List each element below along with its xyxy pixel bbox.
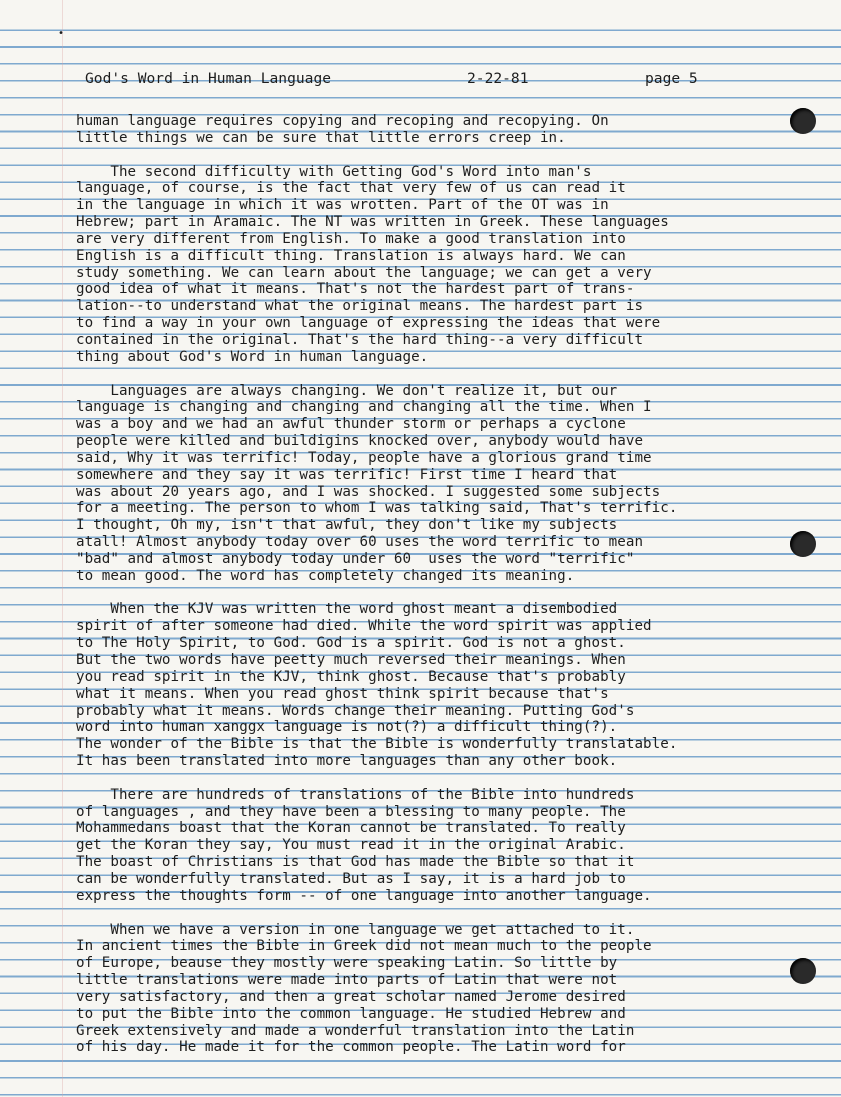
document-title: God's Word in Human Language (85, 70, 332, 87)
text-line: There are hundreds of translations of the Bible into hundreds (76, 786, 635, 803)
text-line: In ancient times the Bible in Greek did not mean much to the people (76, 938, 652, 955)
text-line: But the two words have peetty much reversed their meanings. When (76, 652, 626, 668)
text-line: Greek extensively and made a wonderful translation into the Latin (76, 1022, 635, 1039)
paragraph (76, 787, 806, 905)
text-line: Mohammedans boast that the Koran cannot be translated. To really (76, 820, 626, 837)
text-line: said, Why it was terrific! Today, people have a glorious grand time (76, 449, 652, 466)
text-line: language is changing and changing and changing all the time. When I (76, 399, 652, 416)
text-line: somewhere and they say it was terrific! First time I heard that (76, 466, 618, 483)
text-line: atall! Almost anybody today over 60 uses the word terrific to mean (76, 534, 644, 551)
text-line: lation--to understand what the original means. The hardest part is (76, 298, 644, 315)
text-line: human language requires copying and recoping and recopying. On (76, 113, 609, 129)
text-line: people were killed and buildigins knocked over, anybody would have (76, 433, 644, 450)
text-line: to The Holy Spirit, to God. God is a spirit. God is not a ghost. (76, 635, 626, 652)
text-line: for a meeting. The person to whom I was talking said, That's terrific. (76, 500, 678, 517)
text-line: are very different from English. To make a good translation into (76, 230, 626, 247)
text-line: in the language in which it was wrotten. Part of the OT was in (76, 197, 609, 214)
text-line: of his day. He made it for the common people. The Latin word for (76, 1039, 626, 1056)
text-line: probably what it means. Words change their meaning. Putting God's (76, 702, 635, 719)
text-line: good idea of what it means. That's not the hardest part of trans- (76, 281, 635, 298)
text-line: Languages are always changing. We don't realize it, but our (76, 382, 618, 399)
text-line: express the thoughts form -- of one language into another language. (76, 887, 652, 904)
text-line: "bad" and almost anybody today under 60 uses the word "terrific" (76, 550, 635, 567)
text-line: contained in the original. That's the hard thing--a very difficult (76, 331, 644, 348)
text-line: to find a way in your own language of expressing the ideas that were (76, 315, 661, 332)
text-line: thing about God's Word in human language. (76, 348, 429, 365)
text-line: It has been translated into more languages than any other book. (76, 753, 618, 770)
text-line: what it means. When you read ghost think spirit because that's (76, 685, 609, 702)
text-line: language, of course, is the fact that very few of us can read it (76, 180, 626, 197)
text-line: little things we can be sure that little errors creep in. (76, 129, 566, 146)
paragraph (76, 113, 806, 147)
text-line: When the KJV was written the word ghost meant a disembodied (76, 601, 618, 618)
stray-mark: • (58, 28, 65, 39)
text-line: The wonder of the Bible is that the Bible is wonderfully translatable. (76, 736, 678, 753)
text-line: little translations were made into parts of Latin that were not (76, 972, 618, 989)
text-line: I thought, Oh my, isn't that awful, they don't like my subjects (76, 517, 618, 534)
text-line: was a boy and we had an awful thunder storm or perhaps a cyclone (76, 416, 626, 433)
text-line: of Europe, beause they mostly were speaking Latin. So little by (76, 955, 618, 972)
paragraph (76, 164, 806, 366)
text-line: very satisfactory, and then a great scholar named Jerome desired (76, 988, 626, 1005)
text-line: get the Koran they say, You must read it in the original Arabic. (76, 837, 626, 854)
text-line: When we have a version in one language we get attached to it. (76, 921, 635, 938)
text-line: to mean good. The word has completely changed its meaning. (76, 567, 575, 584)
margin-line (62, 0, 63, 1097)
text-line: to put the Bible into the common language. He studied Hebrew and (76, 1005, 626, 1022)
text-line: you read spirit in the KJV, think ghost. Because that's probably (76, 668, 626, 685)
paragraph (76, 383, 806, 585)
text-line: spirit of after someone had died. While the word spirit was applied (76, 618, 652, 635)
text-line: The second difficulty with Getting God's Word into man's (76, 163, 592, 180)
body-text (76, 113, 806, 1073)
text-line: English is a difficult thing. Translation is always hard. We can (76, 247, 626, 264)
paragraph (76, 601, 806, 769)
text-line: Hebrew; part in Aramaic. The NT was written in Greek. These languages (76, 214, 669, 231)
paragraph (76, 922, 806, 1057)
text-line: The boast of Christians is that God has made the Bible so that it (76, 854, 635, 871)
page-number: page 5 (645, 70, 698, 87)
text-line: of languages , and they have been a blessing to many people. The (76, 803, 626, 820)
text-line: study something. We can learn about the language; we can get a very (76, 264, 652, 281)
page-header (0, 70, 841, 90)
text-line: word into human xanggx language is not(?) a difficult thing(?). (76, 719, 618, 736)
text-line: can be wonderfully translated. But as I say, it is a hard job to (76, 870, 626, 887)
text-line: was about 20 years ago, and I was shocked. I suggested some subjects (76, 483, 661, 500)
document-date: 2-22-81 (467, 70, 529, 87)
